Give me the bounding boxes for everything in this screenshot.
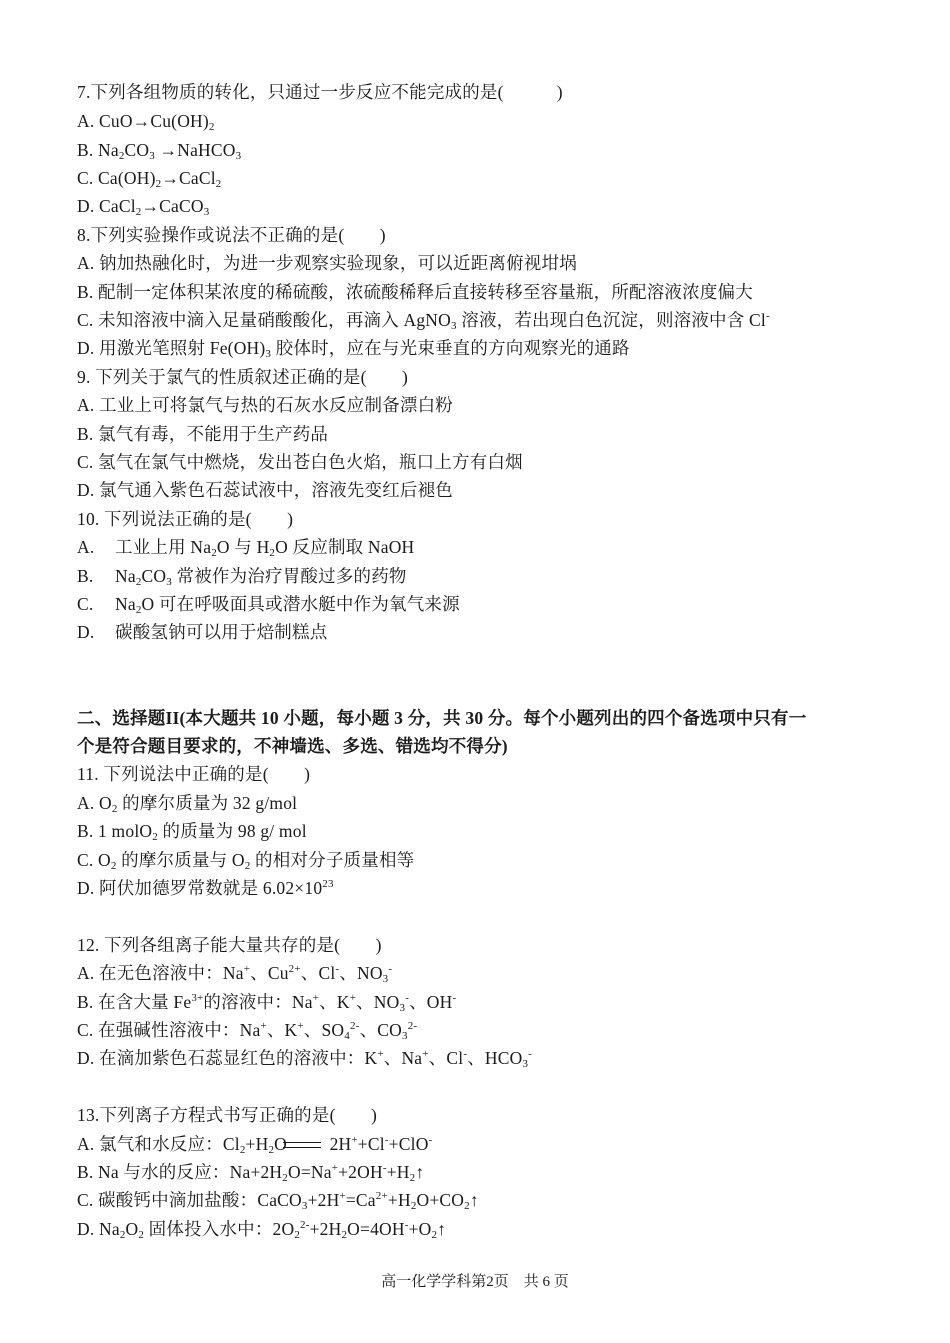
q13-option-c: C. 碳酸钙中滴加盐酸：$CaCO_3+2H^+=Ca^{2+}+H_2O+CO_2↑$	[77, 1190, 479, 1212]
q11-option-c: C. $O_2$ 的摩尔质量与 $O_2$ 的相对分子质量相等	[77, 850, 415, 872]
q12-option-d: D. 在滴加紫色石蕊显红色的溶液中：K+、Na+、Cl-、$HCO_3^-$	[77, 1048, 533, 1070]
q8-stem: 8.下列实验操作或说法不正确的是( )	[77, 225, 386, 245]
q10-option-b: B. $Na_2CO_3$ 常被作为治疗胃酸过多的药物	[77, 566, 407, 588]
q12-option-c: C. 在强碱性溶液中：Na+、K+、$SO_4^{2-}$、$CO_3^{2-}$	[77, 1020, 418, 1042]
q13-option-a: A. 氯气和水反应：$Cl_2+H_2O$ 2H++Cl-+ClO-	[77, 1134, 433, 1156]
q8-option-b: B. 配制一定体积某浓度的稀硫酸，浓硫酸稀释后直接转移至容量瓶，所配溶液浓度偏大	[77, 282, 753, 302]
q7-option-c: C. $Ca(OH)_2\to CaCl_2$	[77, 168, 222, 190]
q7-option-a: A. $CuO\to Cu(OH)_2$	[77, 111, 215, 133]
section2-heading-line2: 个是符合题目要求的，不神墙选、多选、错选均不得分)	[77, 736, 508, 756]
q8-option-c: C. 未知溶液中滴入足量硝酸酸化，再滴入 AgNO$_3$ 溶液，若出现白色沉淀，则溶液中含 Cl-	[77, 310, 770, 332]
q12-stem: 12. 下列各组离子能大量共存的是( )	[77, 935, 382, 955]
q11-option-b: B. 1 molO$_2$ 的质量为 98 g/ mol	[77, 821, 307, 843]
q13-option-d: D. $Na_2O_2$ 固体投入水中：$2O_2^{2-}+2H_2O=4OH^-+O_2↑$	[77, 1219, 447, 1241]
q8-option-a: A. 钠加热融化时，为进一步观察实验现象，可以近距离俯视坩埚	[77, 253, 577, 273]
q7-option-b: B. $Na_2CO_3$ →NaHCO$_3$	[77, 140, 242, 162]
q10-option-a: A. 工业上用 $Na_2O$ 与 $H_2O$ 反应制取 NaOH	[77, 537, 415, 559]
q7-option-d: D. CaCl$_2$→CaCO$_3$	[77, 196, 210, 218]
q7-stem: 7.下列各组物质的转化，只通过一步反应不能完成的是( )	[77, 82, 563, 102]
q9-option-d: D. 氯气通入紫色石蕊试液中，溶液先变红后褪色	[77, 480, 453, 500]
q11-option-d: D. 阿伏加德罗常数就是 $6.02\times 10^{23}$	[77, 878, 334, 898]
q10-option-d: D. 碳酸氢钠可以用于焙制糕点	[77, 622, 328, 642]
section2-heading-line1: 二、选择题II(本大题共 10 小题，每小题 3 分，共 30 分。每个小题列出的四个备选项中只有一	[77, 708, 807, 728]
q10-option-c: C. $Na_2O$ 可在呼吸面具或潜水艇中作为氧气来源	[77, 594, 460, 616]
q8-option-d: D. 用激光笔照射 $Fe(OH)_3$ 胶体时，应在与光束垂直的方向观察光的通路	[77, 338, 630, 360]
q9-option-a: A. 工业上可将氯气与热的石灰水反应制备漂白粉	[77, 395, 453, 415]
q11-option-a: A. $O_2$ 的摩尔质量为 32 g/mol	[77, 793, 298, 815]
q9-stem: 9. 下列关于氯气的性质叙述正确的是( )	[77, 367, 409, 387]
q10-stem: 10. 下列说法正确的是( )	[77, 509, 294, 529]
q12-option-b: B. 在含大量 $Fe^{3+}$的溶液中：Na+、K+、$NO_3^-$、OH-	[77, 992, 457, 1014]
q13-option-b: B. Na 与水的反应：$Na+2H_2O=Na^++2OH^-+H_2↑$	[77, 1162, 425, 1184]
q9-option-b: B. 氯气有毒，不能用于生产药品	[77, 424, 329, 444]
page-footer: 高一化学学科第2页 共 6 页	[381, 1274, 569, 1290]
q11-stem: 11. 下列说法中正确的是( )	[77, 764, 311, 784]
q12-option-a: A. 在无色溶液中：Na+、$Cu^{2+}$、Cl-、$NO_3^-$	[77, 963, 393, 985]
q9-option-c: C. 氢气在氯气中燃烧，发出苍白色火焰，瓶口上方有白烟	[77, 452, 523, 472]
q13-stem: 13.下列离子方程式书写正确的是( )	[77, 1105, 378, 1125]
